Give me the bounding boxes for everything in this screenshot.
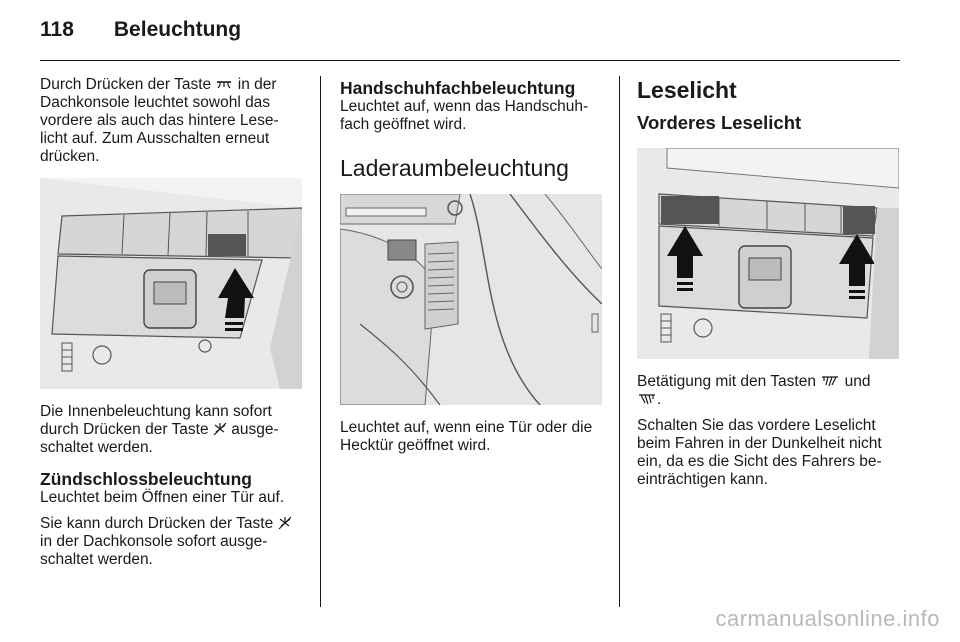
lamp-all-icon (215, 79, 233, 91)
paragraph-operation: Betätigung mit den Tasten und . (637, 373, 871, 408)
paragraph-off-switch: Die Innenbeleuchtung kann sofort durch Drücken der Taste ausge-schaltet werden. (40, 403, 279, 456)
heading-glovebox-light: Handschuhfachbeleuchtung (340, 78, 576, 98)
column-divider-2 (619, 76, 620, 607)
paragraph-ignition-1: Leuchtet beim Öffnen einer Tür auf. (40, 489, 285, 506)
paragraph-cargo: Leuchtet auf, wenn eine Tür oder die Hecktür geöffnet wird. (340, 419, 593, 454)
column-divider-1 (320, 76, 321, 607)
reading-lamp-right-icon (637, 392, 657, 406)
page-number: 118 (40, 18, 74, 41)
lamp-off-icon (213, 422, 227, 436)
paragraph-ignition-2: Sie kann durch Drücken der Taste in der Dachkonsole sofort ausge-schaltet werden. (40, 515, 302, 569)
lamp-off-icon (278, 516, 292, 530)
column-2 (340, 76, 602, 463)
page-header (40, 18, 241, 48)
watermark: carmanualsonline.info (715, 606, 940, 631)
heading-cargo-light: Laderaumbeleuchtung (340, 155, 569, 181)
roof-console-illustration-2 (637, 148, 899, 359)
roof-console-illustration-1 (40, 178, 302, 389)
page-title: Beleuchtung (113, 18, 242, 41)
cargo-area-illustration (340, 194, 602, 405)
reading-lamp-left-icon (820, 374, 840, 388)
heading-ignition-light: Zündschlossbeleuchtung (40, 469, 252, 489)
heading-reading-light: Leselicht (637, 77, 737, 103)
heading-front-reading-light: Vorderes Leselicht (637, 112, 802, 133)
header-divider (40, 60, 900, 61)
paragraph-both-lights: Durch Drücken der Taste in der Dachkonsole leuchtet sowohl das vordere als auch das hintere Lese-licht auf. Zum Ausschalten erneut drücken. (40, 76, 279, 165)
paragraph-glovebox: Leuchtet auf, wenn das Handschuh-fach geöffnet wird. (340, 98, 589, 133)
column-3 (637, 76, 899, 497)
column-1 (40, 76, 302, 577)
paragraph-warning: Schalten Sie das vordere Leselicht beim Fahren in der Dunkelheit nicht ein, da es die Sicht des Fahrers be-einträchtigen kann. (637, 417, 882, 488)
